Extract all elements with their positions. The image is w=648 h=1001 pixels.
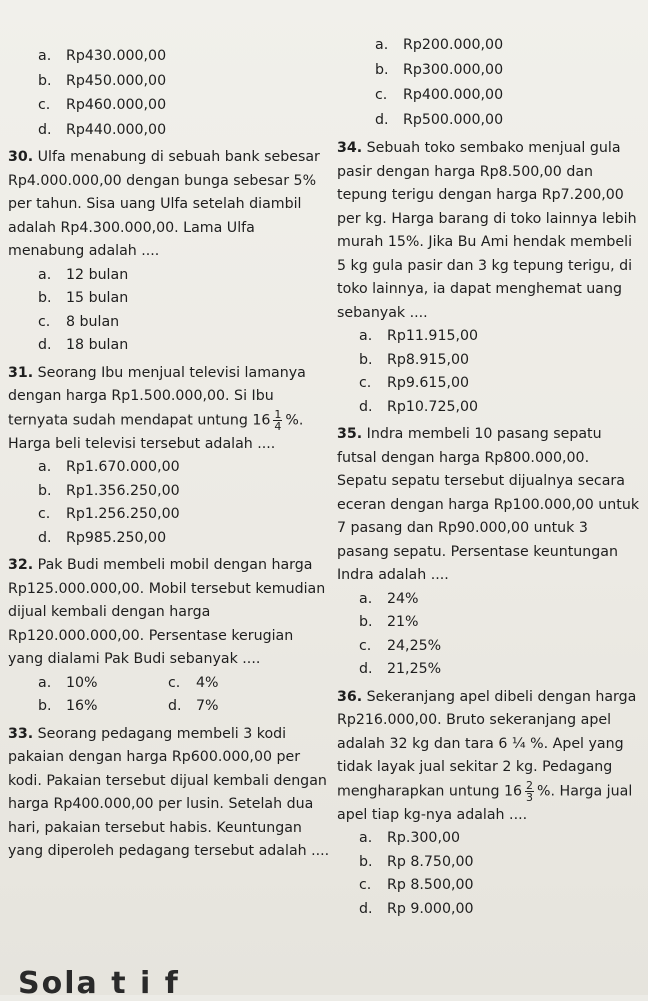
option-c[interactable]: c. Rp400.000,00	[375, 87, 504, 103]
option-b[interactable]: b. Rp1.356.250,00	[38, 482, 180, 499]
option-d[interactable]: d. 18 bulan	[38, 337, 129, 353]
option-b[interactable]: b. Rp8.915,00	[359, 351, 470, 368]
prev-options-left	[30, 44, 332, 142]
option-b[interactable]: b. Rp300.000,00	[375, 62, 504, 78]
option-b[interactable]: b. Rp 8.750,00	[359, 853, 474, 870]
question-text: Sebuah toko sembako menjual gula pasir dengan harga Rp8.500,00 dan tepung terigu dengan harga Rp7.200,00 per kg. Harga barang di toko lainnya lebih murah 15%. Jika Bu Ami hendak membeli 5 kg gula pasir dan 3 kg tepung terigu, di toko lainnya, ia dapat menghemat uang sebanyak ....	[337, 140, 637, 321]
fraction: $\frac{1}{4}$	[274, 407, 282, 433]
question-text: Seorang Ibu menjual televisi lamanya dengan harga Rp1.500.000,00. Si Ibu ternyata sudah mendapat untung 16	[8, 364, 306, 428]
question-number: 33.	[8, 725, 34, 742]
question-number: 34.	[337, 140, 363, 156]
question-number: 32.	[8, 557, 34, 573]
section-heading-solatif: Sola t i f	[18, 966, 180, 1001]
prev-options-right	[337, 33, 643, 133]
option-a[interactable]: a. Rp430.000,00	[38, 48, 167, 64]
question-35	[337, 423, 643, 588]
option-b[interactable]: b. 15 bulan	[38, 290, 129, 306]
option-a[interactable]: a. 12 bulan	[38, 266, 129, 283]
option-d[interactable]: d. 21,25%	[359, 661, 442, 677]
option-b[interactable]: b. Rp450.000,00	[38, 72, 167, 89]
question-number: 36.	[337, 688, 363, 705]
question-text-cont: %. Harga beli televisi tersebut adalah ....	[8, 412, 304, 452]
option-b[interactable]: b. 21%	[359, 614, 419, 630]
question-31	[8, 362, 332, 457]
option-d[interactable]: d. 7%	[168, 698, 219, 714]
option-a[interactable]: a. Rp11.915,00	[359, 328, 479, 344]
question-30	[8, 146, 332, 264]
question-text-cont: %. Harga jual apel tiap kg-nya adalah ....	[337, 783, 633, 823]
left-column	[8, 44, 332, 864]
option-row	[30, 672, 332, 696]
option-c[interactable]: c. 8 bulan	[38, 313, 120, 330]
option-a[interactable]: a. Rp.300,00	[359, 830, 461, 846]
question-text: Pak Budi membeli mobil dengan harga Rp125.000.000,00. Mobil tersebut kemudian dijual kembali dengan harga Rp120.000.000,00. Persentase kerugian yang dialami Pak Budi sebanyak ....	[8, 557, 326, 667]
question-number: 35.	[337, 426, 363, 442]
option-c[interactable]: c. Rp1.256.250,00	[38, 506, 180, 522]
question-33	[8, 723, 332, 864]
right-column	[337, 33, 643, 921]
option-row	[30, 695, 332, 719]
question-text: Seorang pedagang membeli 3 kodi pakaian dengan harga Rp600.000,00 per kodi. Pakaian tersebut dijual kembali dengan harga Rp400.000,00 per lusin. Setelah dua hari, pakaian tersebut habis. Keuntungan yang diperoleh pedagang tersebut adalah ....	[8, 725, 330, 859]
option-a[interactable]: a. Rp1.670.000,00	[38, 459, 180, 475]
option-c[interactable]: c. Rp9.615,00	[359, 375, 470, 391]
option-d[interactable]: d. Rp985.250,00	[38, 529, 167, 546]
option-c[interactable]: c. Rp 8.500,00	[359, 877, 474, 893]
option-c[interactable]: c. Rp460.000,00	[38, 97, 167, 113]
option-a[interactable]: a. 24%	[359, 590, 419, 607]
option-c[interactable]: c. 4%	[168, 674, 219, 691]
option-d[interactable]: d. Rp440.000,00	[38, 121, 167, 138]
option-a[interactable]: a. Rp200.000,00	[375, 37, 504, 53]
option-c[interactable]: c. 24,25%	[359, 637, 442, 654]
question-text: Sekeranjang apel dibeli dengan harga Rp216.000,00. Bruto sekeranjang apel adalah 32 kg dan tara 6 ¼ %. Apel yang tidak layak jual sekitar 2 kg. Pedagang mengharapkan untung 16	[337, 688, 637, 799]
question-36	[337, 686, 643, 828]
question-number: 31.	[8, 364, 34, 381]
question-text: Ulfa menabung di sebuah bank sebesar Rp4.000.000,00 dengan bunga sebesar 5% per tahun. Sisa uang Ulfa setelah diambil adalah Rp4.300.000,00. Lama Ulfa menabung adalah ....	[8, 149, 320, 259]
question-34	[337, 137, 643, 325]
question-number: 30.	[8, 149, 34, 165]
fraction: $\frac{2}{3}$	[526, 778, 534, 804]
question-text: Indra membeli 10 pasang sepatu futsal dengan harga Rp800.000,00. Sepatu sepatu tersebut dijualnya secara eceran dengan harga Rp100.000,00 untuk 7 pasang dan Rp90.000,00 untuk 3 pasang sepatu. Persentase keuntungan Indra adalah ....	[337, 426, 640, 583]
option-d[interactable]: d. Rp500.000,00	[375, 112, 504, 128]
option-d[interactable]: d. Rp10.725,00	[359, 398, 479, 415]
option-b[interactable]: b. 16%	[38, 698, 98, 714]
option-d[interactable]: d. Rp 9.000,00	[359, 900, 474, 917]
option-a[interactable]: a. 10%	[38, 674, 98, 691]
question-32	[8, 554, 332, 672]
